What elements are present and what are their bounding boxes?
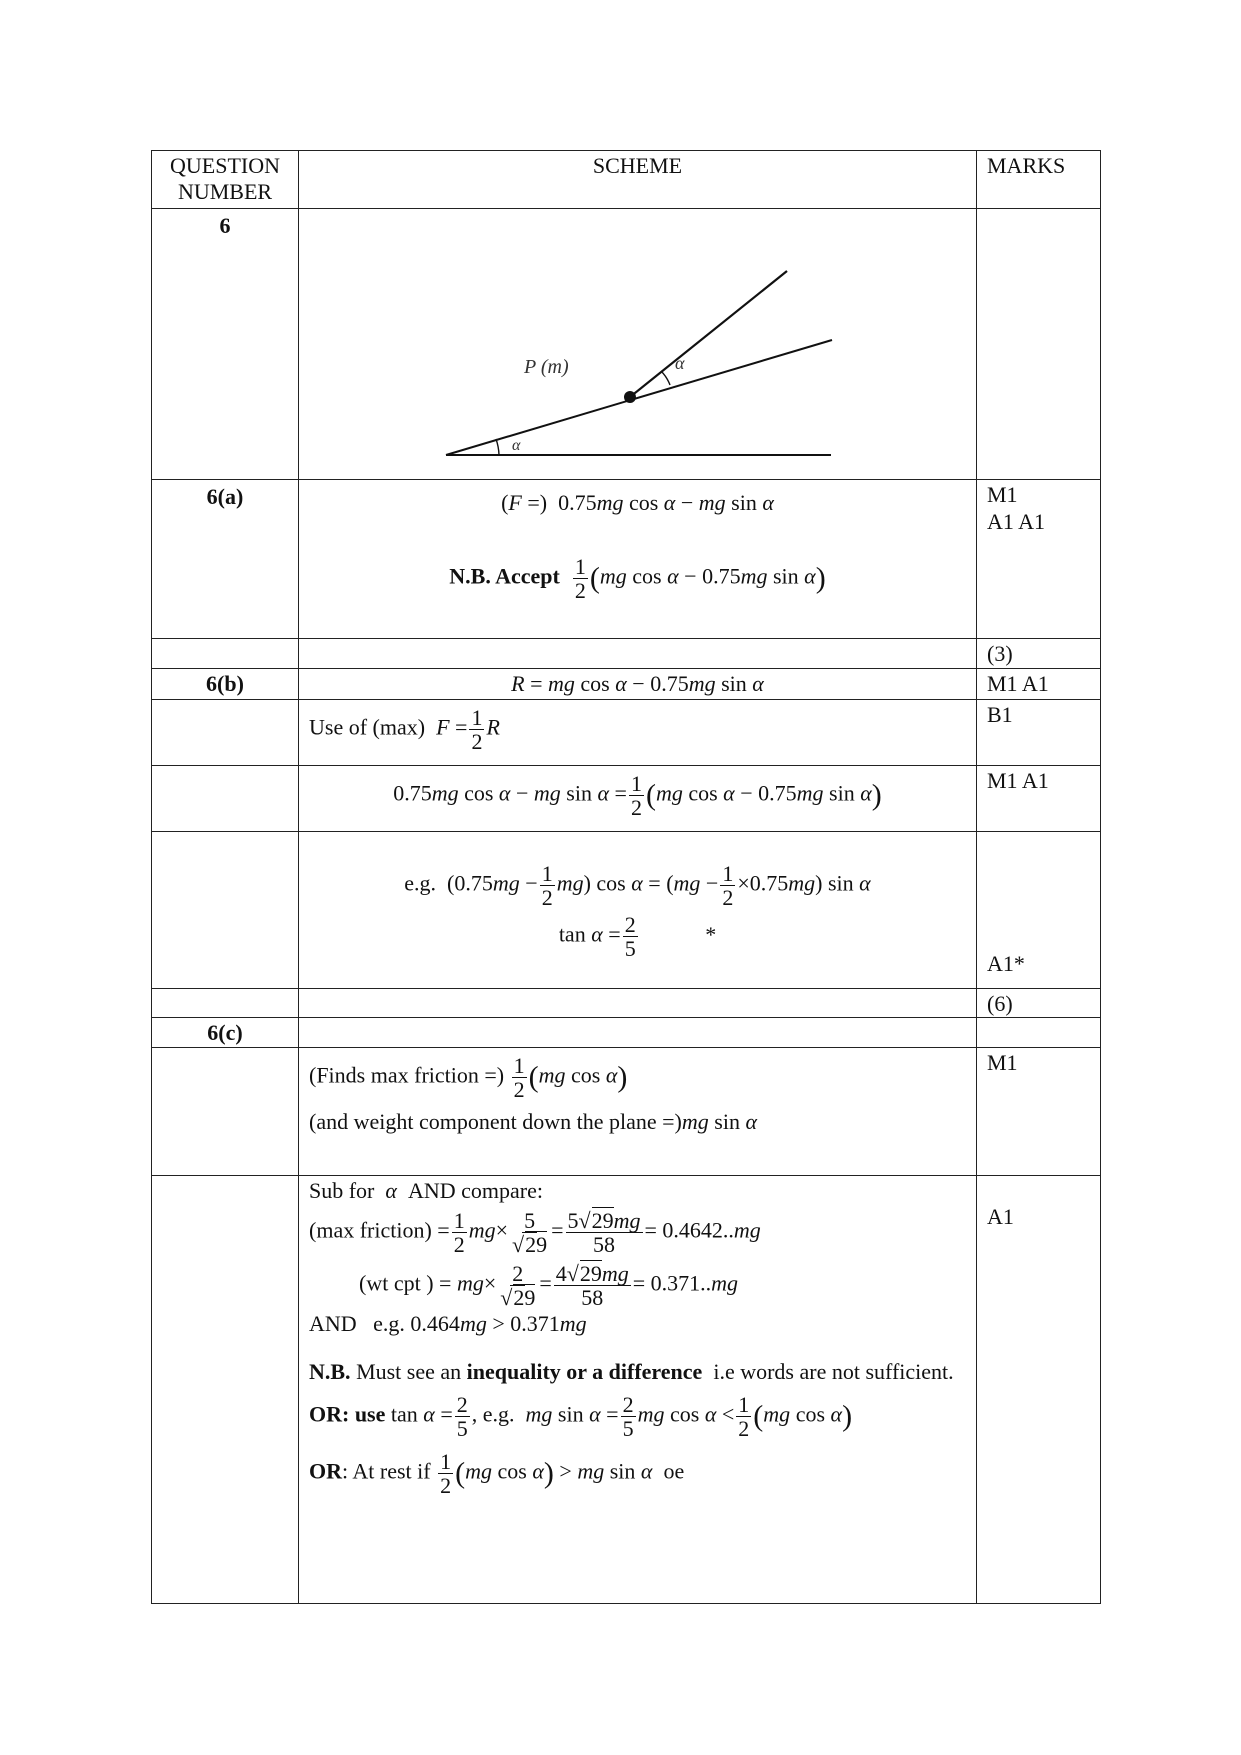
q6c-or1-bold: OR: use	[309, 1401, 386, 1427]
q6b-use-of-max-text: Use of (max)	[309, 714, 426, 740]
string-angle-arc	[661, 371, 670, 385]
q6c-wt-cpt-label: (wt cpt )	[359, 1270, 434, 1296]
q6a-mark-m1: M1	[987, 482, 1018, 508]
plane-angle-label: α	[512, 437, 521, 454]
q6c-or-tan-line: OR: use tan α = $\frac{2}{5}$ , e.g. mg sin α = $\frac{2}{5}$ mg cos α < $\frac{1}{2}$ (mg cos α)	[309, 1391, 853, 1441]
particle-label: P (m)	[524, 356, 569, 378]
q6c-mark-m1: M1	[977, 1048, 1101, 1176]
q6-marks	[977, 209, 1101, 480]
q6c-weight-line: (and weight component down the plane =)mg sin α	[309, 1109, 758, 1135]
q6c-max-friction-value: = 0.4642..	[644, 1217, 734, 1243]
q6b-solve-row	[152, 831, 1101, 988]
q6c-sub-line: Sub for α AND compare:	[309, 1178, 543, 1204]
q6b-solve-cell	[299, 831, 977, 988]
q6b-eg-equation: e.g. (0.75mg − $\frac{1}{2}$ mg) cos α = (mg − $\frac{1}{2}$ ×0.75mg) sin α	[404, 860, 871, 910]
q6c-nb-bold2: inequality or a difference	[466, 1359, 703, 1385]
q6-diagram-cell	[299, 209, 977, 480]
q6b-total: (6)	[977, 988, 1101, 1017]
header-row	[152, 151, 1101, 209]
q6a-nb-label: N.B. Accept	[449, 563, 560, 589]
q6c-compare-row	[152, 1176, 1101, 1604]
q6c-number: 6(c)	[152, 1018, 299, 1048]
q6c-or2-oe: oe	[663, 1458, 685, 1484]
string-angle-label: α	[675, 353, 685, 373]
q6c-and-compare: AND compare:	[407, 1178, 543, 1204]
q6b-mark-r: M1 A1	[977, 668, 1101, 699]
header-question-line2: NUMBER	[177, 179, 273, 205]
q6b-reaction-equation: R = mg cos α − 0.75mg sin α	[299, 668, 977, 699]
header-scheme: SCHEME	[299, 151, 977, 209]
mark-scheme-table	[151, 150, 1101, 1604]
q6c-compare-cell	[299, 1176, 977, 1604]
q6b-total-row	[152, 988, 1101, 1017]
q6c-or2-bold: OR	[309, 1458, 342, 1484]
q6b-mark-m1a1: M1 A1	[977, 765, 1101, 831]
q6a-mark-a1a1: A1 A1	[987, 508, 1046, 534]
q6a-total-row	[152, 639, 1101, 668]
q6c-nb-text2: i.e words are not sufficient.	[713, 1359, 954, 1385]
q6c-and-gt: > 0.371	[492, 1310, 560, 1336]
header-question-number	[152, 151, 299, 209]
q6a-nb-accept: N.B. Accept $\frac{1}{2}$ (mg cos α − 0.75mg sin α)	[449, 553, 826, 603]
header-question-line1: QUESTION	[170, 153, 280, 178]
q6c-or-rest-line: OR: At rest if $\frac{1}{2}$ (mg cos α) > mg sin α oe	[309, 1448, 685, 1498]
q6-row	[152, 209, 1101, 480]
q6b-star: *	[705, 921, 717, 947]
q6a-friction-equation: (F =) 0.75mg cos α − mg sin α	[501, 490, 774, 516]
q6a-row	[152, 480, 1101, 639]
q6c-max-friction-line: (Finds max friction =) $\frac{1}{2}$ (mg cos α)	[309, 1053, 628, 1103]
q6c-or1-eg: , e.g.	[471, 1401, 515, 1427]
q6c-finds-max-friction: (Finds max friction =)	[309, 1062, 505, 1088]
q6c-and-label: AND	[309, 1310, 357, 1336]
q6b-resolve-equation: 0.75mg cos α − mg sin α = $\frac{1}{2}$ (mg cos α − 0.75mg sin α)	[299, 765, 977, 831]
q6a-marks	[977, 480, 1101, 639]
particle-p	[624, 391, 636, 403]
inclined-plane-diagram	[299, 209, 975, 473]
q6a-scheme	[299, 480, 977, 639]
q6c-forces-row	[152, 1048, 1101, 1176]
q6-number: 6	[152, 209, 299, 480]
q6b-max-friction-row	[152, 699, 1101, 765]
q6c-nb-bold: N.B.	[309, 1359, 351, 1385]
q6b-number: 6(b)	[152, 668, 299, 699]
inclined-plane-line	[446, 340, 832, 455]
q6c-max-friction-label: (max friction)	[309, 1217, 432, 1243]
q6c-forces-cell	[299, 1048, 977, 1176]
q6c-max-friction-calc: (max friction) = $\frac{1}{2}$ mg× $\frac{5}{√29}$ = $\frac{5√29mg}{58}$ = 0.4642..mg	[309, 1207, 761, 1257]
header-marks: MARKS	[977, 151, 1101, 209]
q6c-row	[152, 1018, 1101, 1048]
q6c-and-eg: e.g. 0.464	[373, 1310, 460, 1336]
q6c-wt-cpt-calc: (wt cpt ) = mg× $\frac{2}{√29}$ = $\frac{4√29mg}{58}$ = 0.371..mg	[359, 1260, 739, 1310]
q6c-and-line: AND e.g. 0.464mg > 0.371mg	[309, 1310, 587, 1336]
q6c-sub-for: Sub for	[309, 1178, 375, 1204]
q6b-resolve-row	[152, 765, 1101, 831]
q6c-weight-component: (and weight component down the plane =)	[309, 1109, 682, 1135]
q6b-mark-a1star: A1*	[977, 831, 1101, 988]
q6b-eg-label: e.g.	[404, 870, 437, 896]
string-line	[630, 271, 787, 397]
q6b-row	[152, 668, 1101, 699]
q6c-nb-note	[309, 1337, 966, 1384]
q6b-mark-b1: B1	[977, 699, 1101, 765]
q6b-tan-result: tan α = $\frac{2}{5}$ *	[558, 911, 717, 962]
q6c-or2-text: : At rest if	[342, 1458, 431, 1484]
q6c-nb-text1: Must see an	[356, 1359, 462, 1385]
q6c-mark-a1: A1	[977, 1176, 1101, 1604]
q6b-use-of-max: Use of (max) F = $\frac{1}{2}$ R	[299, 699, 977, 765]
q6c-wt-cpt-value: = 0.371..	[632, 1270, 712, 1296]
q6a-number: 6(a)	[152, 480, 299, 639]
q6a-total: (3)	[977, 639, 1101, 668]
plane-angle-arc	[496, 439, 499, 455]
